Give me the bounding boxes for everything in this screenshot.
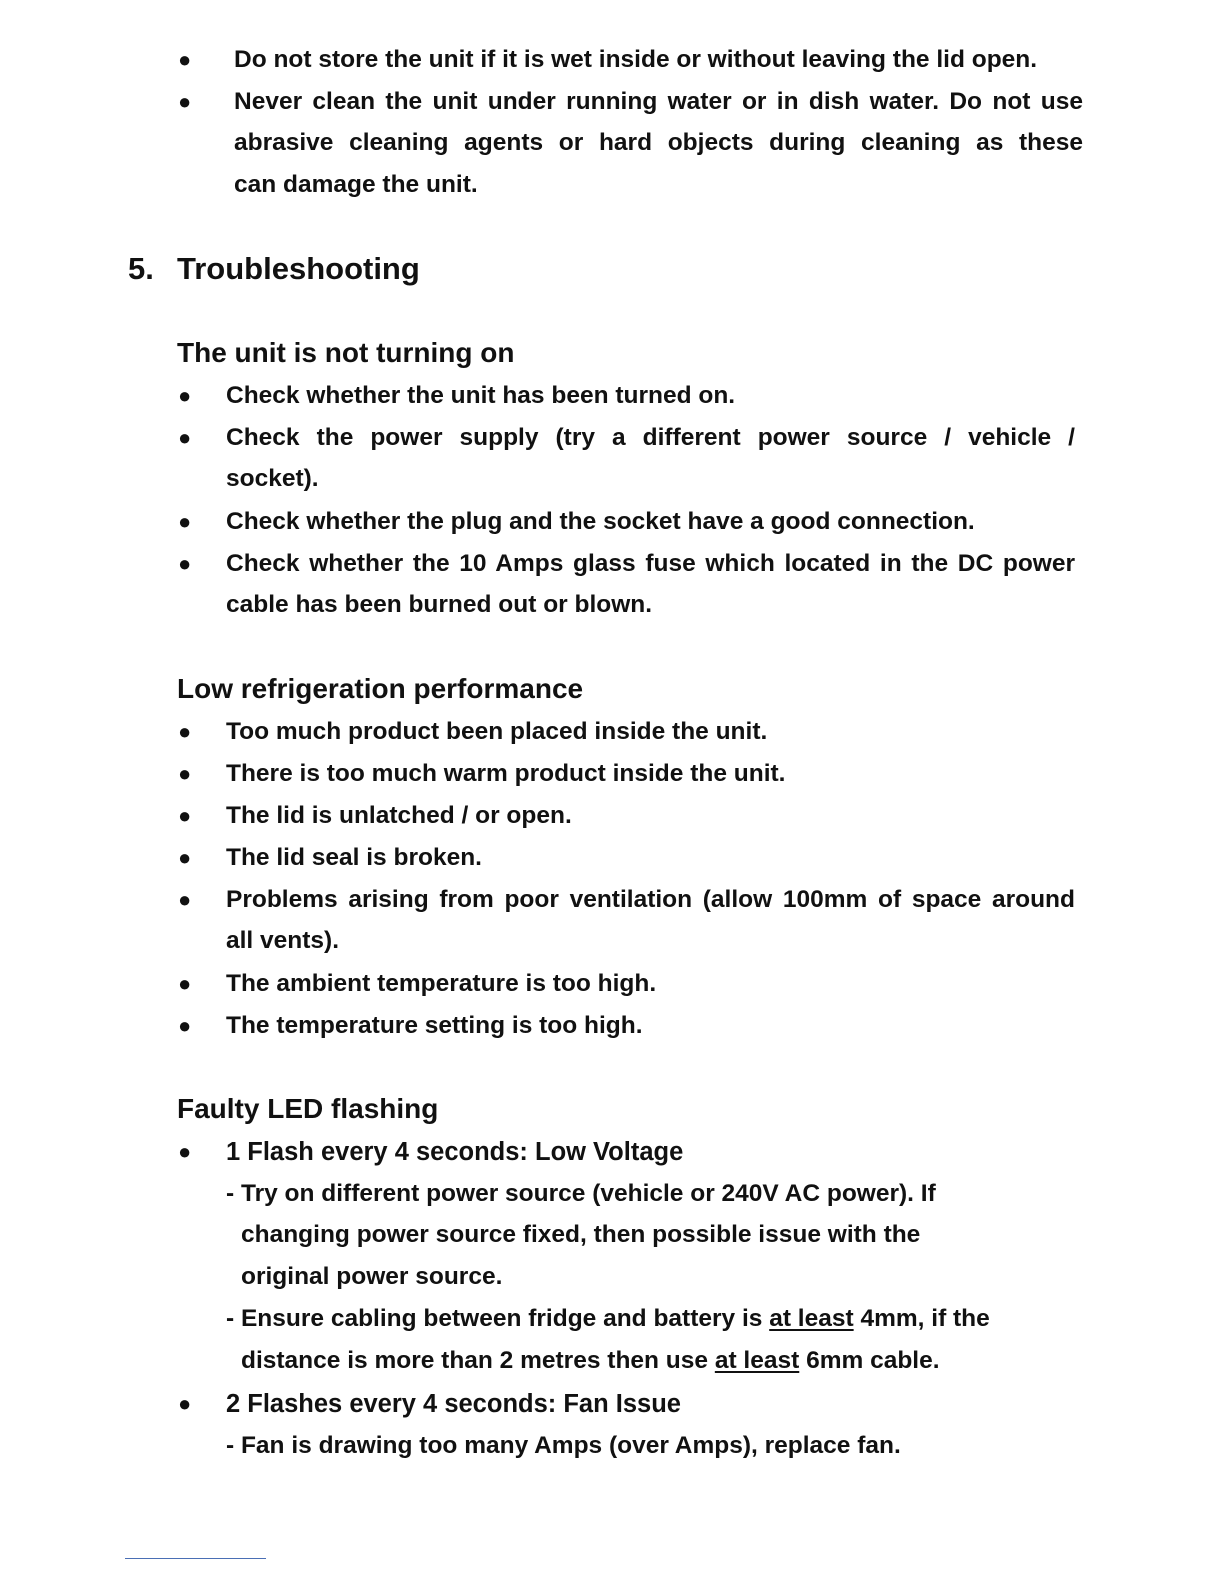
bullet-text: The lid seal is broken. (226, 844, 482, 871)
bullet-dot: ● (178, 719, 192, 744)
bullet-dot: ● (178, 551, 192, 576)
bullet-dot: ● (178, 845, 192, 870)
bullet-text: Check whether the 10 Amps glass fuse which located in the DC power (226, 550, 1075, 577)
bullet-text-continued: can damage the unit. (234, 171, 478, 198)
bullet-text: Check whether the unit has been turned on. (226, 382, 736, 409)
bullet-dot: ● (178, 89, 192, 114)
led-note: - Try on different power source (vehicle or 240V AC power). If (226, 1180, 936, 1207)
bullet-dot: ● (178, 1391, 192, 1416)
subheading-led-flashing: Faulty LED flashing (177, 1093, 439, 1124)
bullet-text-continued: socket). (226, 465, 319, 492)
bullet-text: Check the power supply (try a different power source / vehicle / (226, 424, 1075, 451)
bullet-dot: ● (178, 47, 192, 72)
bullet-dot: ● (178, 1139, 192, 1164)
bullet-text: The temperature setting is too high. (226, 1012, 643, 1039)
bullet-dot: ● (178, 971, 192, 996)
bullet-text: Check whether the plug and the socket have a good connection. (226, 508, 975, 535)
bullet-dot: ● (178, 383, 192, 408)
bullet-text: Do not store the unit if it is wet inside or without leaving the lid open. (234, 46, 1038, 73)
section-number: 5. (128, 251, 154, 286)
footnote-separator-line (125, 1558, 266, 1559)
led-note: - Fan is drawing too many Amps (over Amps), replace fan. (226, 1432, 901, 1459)
bullet-text: The ambient temperature is too high. (226, 970, 657, 997)
underlined-at-least: at least (714, 1347, 800, 1374)
subheading-not-turning-on: The unit is not turning on (177, 337, 515, 368)
bullet-dot: ● (178, 803, 192, 828)
subheading-low-performance: Low refrigeration performance (177, 673, 584, 704)
bullet-dot: ● (178, 425, 192, 450)
bullet-text-continued: cable has been burned out or blown. (226, 591, 653, 618)
bullet-dot: ● (178, 887, 192, 912)
cabling-text: 6mm cable. (799, 1347, 940, 1374)
bullet-dot: ● (178, 509, 192, 534)
led-note-cabling (226, 1304, 990, 1334)
led-note-continued: original power source. (241, 1263, 503, 1290)
section-heading (128, 251, 420, 287)
bullet-text: The lid is unlatched / or open. (226, 802, 572, 829)
bullet-text: Problems arising from poor ventilation (allow 100mm of space around (226, 886, 1075, 913)
section-title: Troubleshooting (177, 251, 420, 286)
led-flash-2: 2 Flashes every 4 seconds: Fan Issue (226, 1390, 681, 1418)
bullet-text: Never clean the unit under running water or in dish water. Do not use (234, 88, 1083, 115)
bullet-text-continued: abrasive cleaning agents or hard objects during cleaning as these (234, 129, 1083, 156)
underlined-at-least: at least (769, 1305, 854, 1332)
bullet-text: Too much product been placed inside the unit. (226, 718, 768, 745)
bullet-dot: ● (178, 1013, 192, 1038)
led-flash-1: 1 Flash every 4 seconds: Low Voltage (226, 1138, 684, 1166)
bullet-text-continued: all vents). (226, 927, 340, 954)
led-note-continued: changing power source fixed, then possible issue with the (241, 1221, 921, 1248)
cabling-text: - Ensure cabling between fridge and battery is (226, 1305, 770, 1332)
cabling-text: 4mm, if the (853, 1305, 990, 1332)
bullet-dot: ● (178, 761, 192, 786)
cabling-text: distance is more than 2 metres then use (241, 1347, 715, 1374)
bullet-text: There is too much warm product inside the unit. (226, 760, 786, 787)
led-note-cabling-continued (241, 1346, 940, 1376)
